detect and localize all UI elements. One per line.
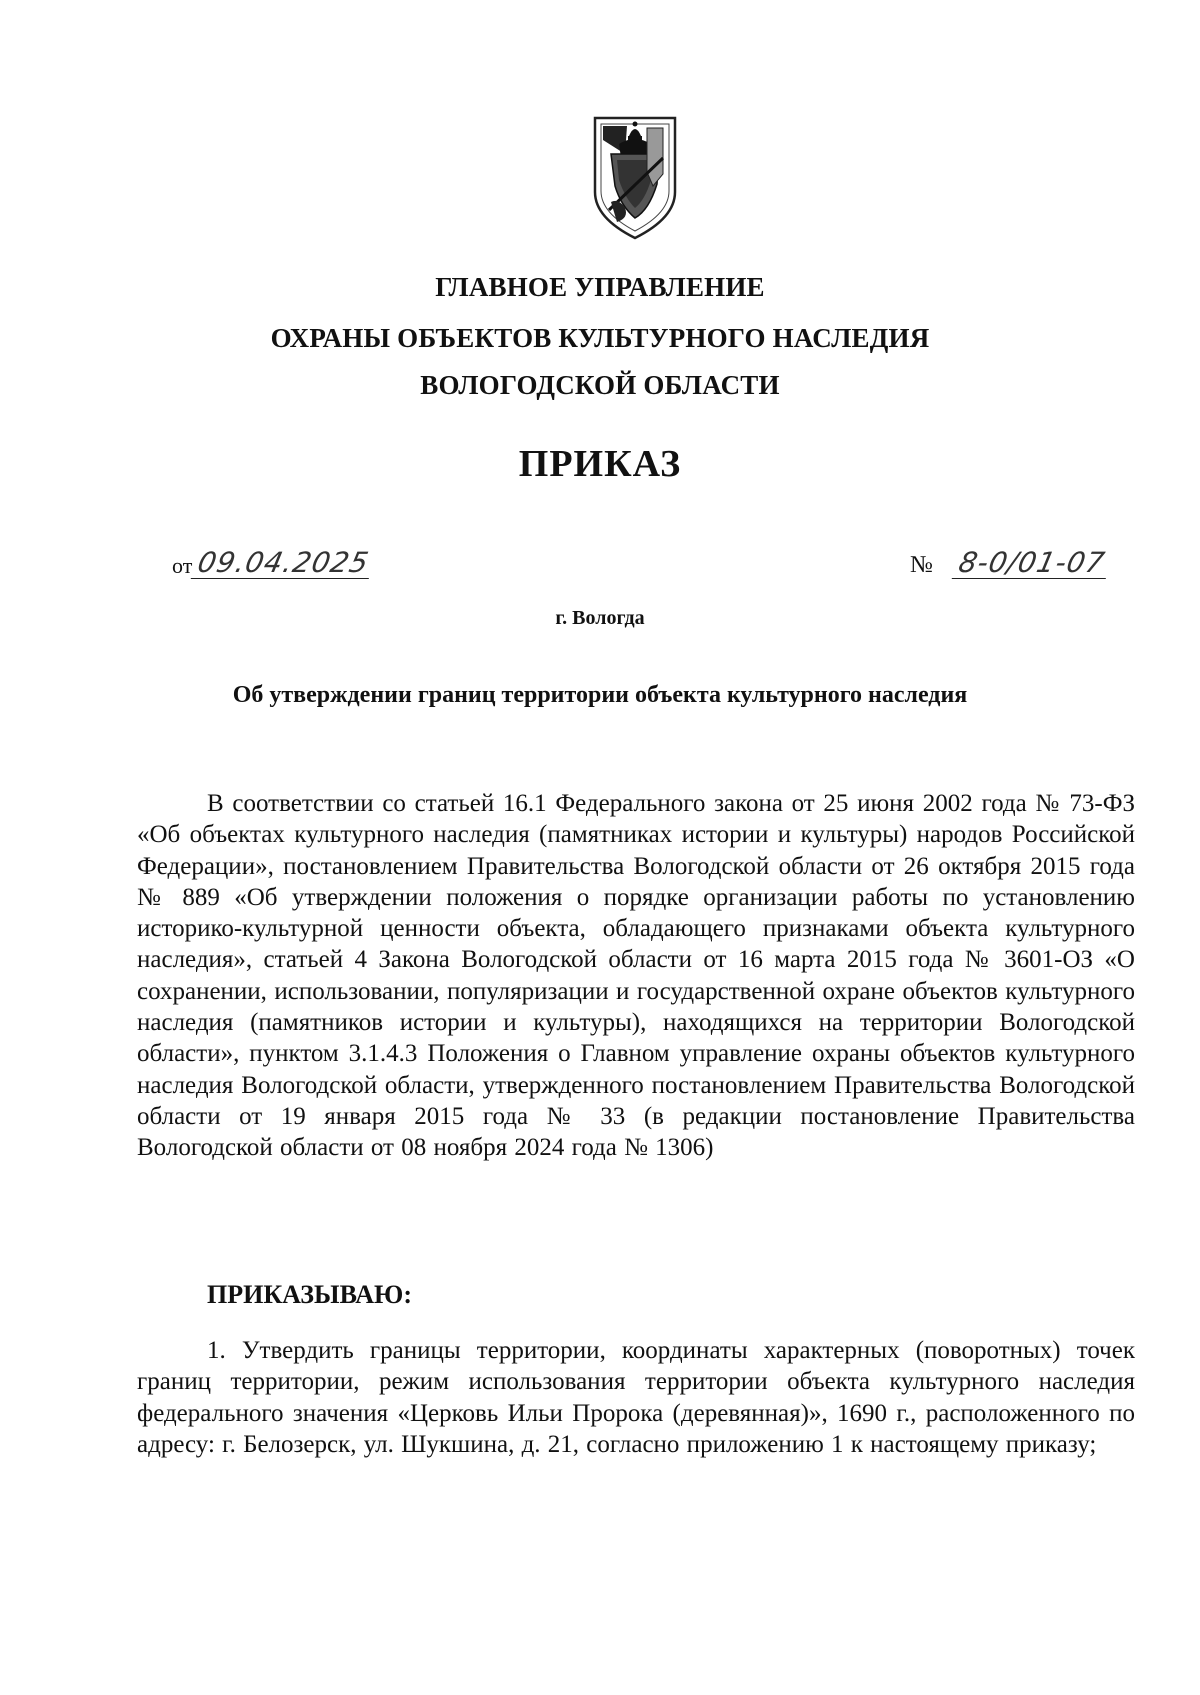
document-type-title: ПРИКАЗ [518,443,682,485]
org-name-line-1: ГЛАВНОЕ УПРАВЛЕНИЕ [435,272,765,302]
order-item-1: 1. Утвердить границы территории, координаты характерных (поворотных) точек границ территории, режим использования территории объекта культурного наследия федерального значения «Церковь Ильи Пророка (деревянная)», 1690 г., расположенного по адресу: г. Белозерск, ул. Шукшина, д. 21, согласно приложению 1 к настоящему приказу; [137,1337,1135,1458]
number-field [910,548,1108,579]
preamble-paragraph: В соответствии со статьей 16.1 Федерального закона от 25 июня 2002 года № 73-ФЗ «Об объектах культурного наследия (памятниках истории и культуры) народов Российской Федерации», постановлением Правительства Вологодской области от 26 октября 2015 года № 889 «Об утверждении положения о порядке организации работы по установлению историко-культурной ценности объекта, обладающего признаками объекта культурного наследия», статьей 4 Закона Вологодской области от 16 марта 2015 года № 3601-ОЗ «О сохранении, использовании, популяризации и государственной охране объектов культурного наследия (памятников истории и культуры), находящихся на территории Вологодской области», пунктом 3.1.4.3 Положения о Главном управление охраны объектов культурного наследия Вологодской области, утвержденного постановлением Правительства Вологодской области от 19 января 2015 года № 33 (в редакции постановление Правительства Вологодской области от 08 ноября 2024 года № 1306) [137,790,1135,1162]
handwritten-date: 09.04.2025 [191,548,376,579]
coat-of-arms-icon [589,114,681,242]
document-subject: Об утверждении границ территории объекта культурного наследия [232,682,968,708]
number-prefix: № [910,552,933,578]
org-name-line-2: ОХРАНЫ ОБЪЕКТОВ КУЛЬТУРНОГО НАСЛЕДИЯ [270,323,930,353]
org-name-line-3: ВОЛОГОДСКОЙ ОБЛАСТИ [420,370,780,400]
city-line: г. Вологда [555,607,645,629]
order-heading: ПРИКАЗЫВАЮ: [207,1280,412,1309]
date-field [172,548,373,579]
handwritten-number: 8-0/01-07 [952,548,1112,579]
date-prefix: от [172,553,193,578]
